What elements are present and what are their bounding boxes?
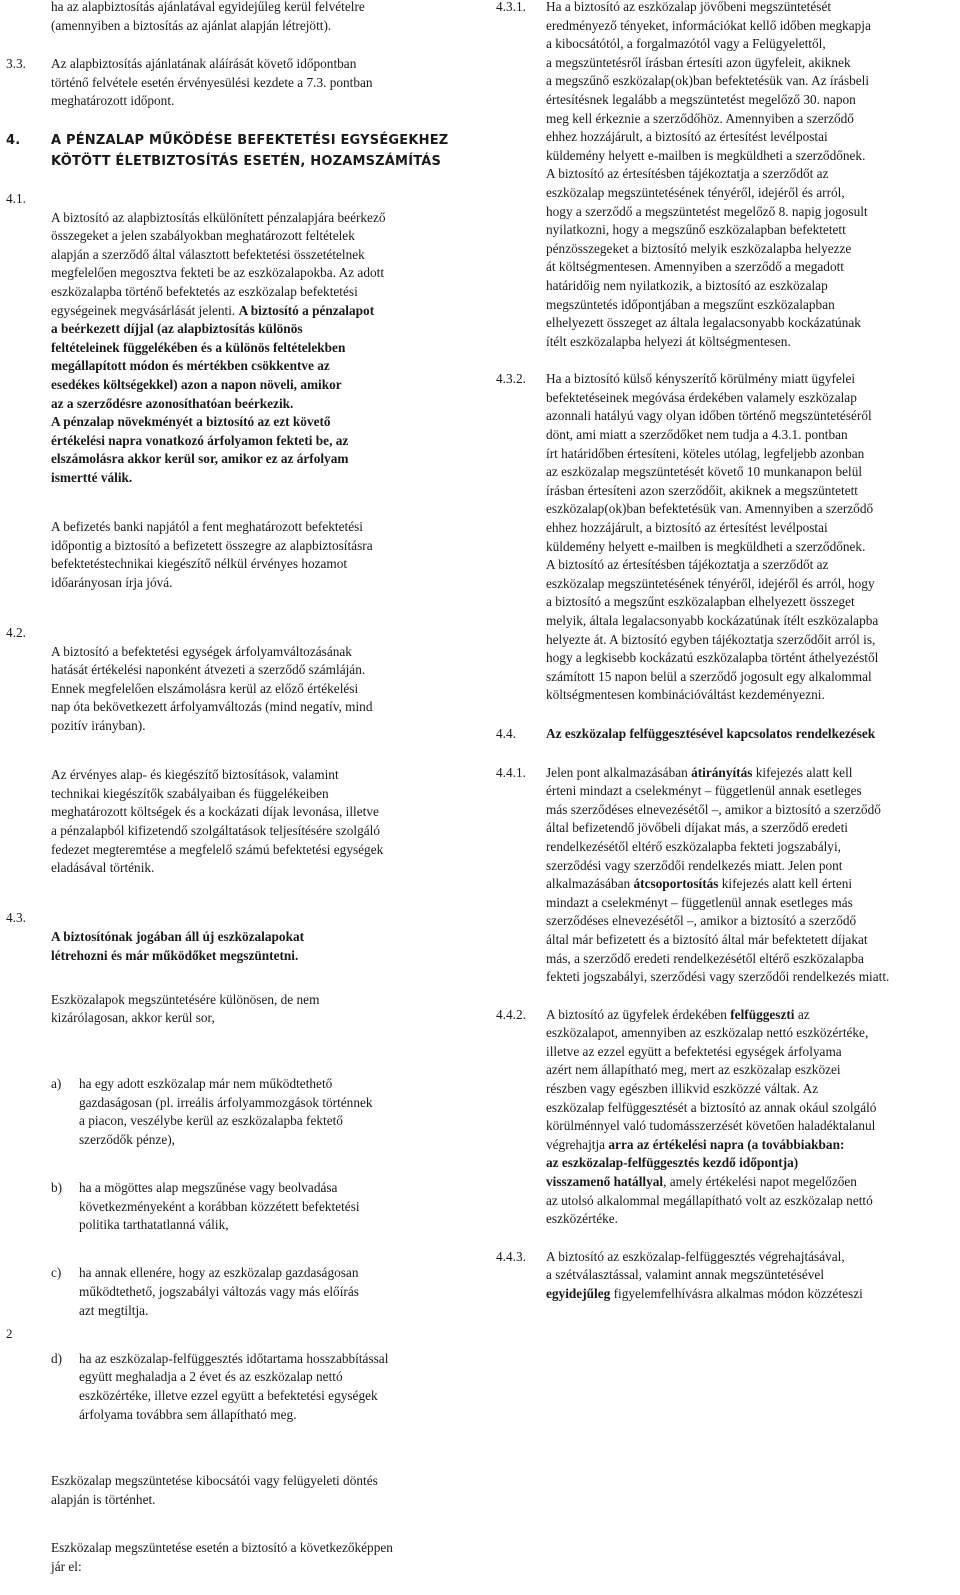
plain-text: A biztosító az eszközalap-felfüggesztés végrehajtásával, a szétválasztással, valamint annak megszüntetésével xyxy=(546,1248,845,1283)
section-text: Az alapbiztosítás ajánlatának aláírását követő időpontban történő felvétele esetén érvényesülési kezdete a 7.3. pontban meghatározott időpont. xyxy=(51,56,373,109)
paragraph xyxy=(51,209,468,488)
section-title: Az eszközalap felfüggesztésével kapcsolatos rendelkezések xyxy=(546,725,876,741)
left-column xyxy=(6,0,468,1595)
plain-text: kifejezés alatt kell érteni mindazt a cselekményt – függetlenül annak esetleges más szerződéses elnevezésétől –, amikor a biztosító a szerződő által már befizetett és a biztosító által már befektetett díjakat más, a szerződő eredeti rendelkezésétől eltérő eszközalapba fekteti jogszabályi, szerződési vagy szerződői rendelkezés miatt. xyxy=(546,876,890,985)
section-4-3-2 xyxy=(496,370,958,705)
section-3-3 xyxy=(6,55,468,111)
plain-text: az eszközalapot, amennyiben az eszközalap nettó eszközértéke, illetve az ezzel együtt a befektetési egységek árfolyama azért nem állapítható meg, mert az eszközalap eszközei részben vagy egészben illikvid eszközzé váltak. Az eszközalap felfüggesztését a biztosító az annak okául szolgáló körülménnyel való tudomásszerzését követően haladéktalanul végrehajtja xyxy=(546,1006,877,1152)
bold-text: A biztosítónak jogában áll új eszközalapokat létrehozni és már működőket megszüntetni. xyxy=(51,928,305,963)
plain-text: kifejezés alatt kell érteni mindazt a cselekményt – függetlenül annak esetleges más szerződéses elnevezésétől –, amikor a biztosító a szerződő által befizetendő jövőbeli díjakat más, a szerződő eredeti rendelkezésétől eltérő eszközalapba fekteti jogszabályi, szerződési vagy szerződői rendelkezés miatt. Jelen pont alkalmazásában xyxy=(546,764,881,892)
section-number: 4.3.1. xyxy=(496,0,526,14)
list-text: ha egy adott eszközalap már nem működtethető gazdaságosan (pl. irreális árfolyammozgások történnek a piacon, veszélybe kerül az eszközalapba fektető szerződők pénze), xyxy=(79,1076,373,1147)
section-4-4-2 xyxy=(496,1006,958,1229)
section-number: 4.2. xyxy=(6,625,26,641)
section-text: Ha a biztosító külső kényszerítő körülmény miatt ügyfelei befektetéseinek megóvása érdekében valamely eszközalap azonnali hatályú vagy olyan időben történő megszüntetéséről dönt, ami miatt a szerződőket nem tudja a 4.3.1. pontban írt határidőben értesíteni, köteles utólag, legfeljebb azonban az eszközalap megszüntetését követő 10 munkanapon belül írásban értesíteni azon szerződőit, akiknek a megszüntetett eszközalap(ok)ban befektetésük van. Amennyiben a szerződő ehhez hozzájárult, a biztosító az értesítést levélpostai küldemény helyett e-mailben is megküldheti a szerződőnek. A biztosító az értesítésben tájékoztatja a szerződőt az eszközalap megszüntetésének tényéről, idejéről és arról, hogy a biztosító a megszűnt eszközalapban elhelyezett összeget melyik, általa legalacsonyabb kockázatúnak ítélt eszközalapba helyezte át. A biztosító egyben tájékoztatja szerződőit arról is, hogy a legkisebb kockázatú eszközalapba történt áthelyezéstől számított 15 napon belül a szerződő jogosult egy alkalommal költségmentesen kombinációváltást kezdeményezni. xyxy=(546,371,879,703)
page-number: 2 xyxy=(6,1326,13,1341)
section-4-2 xyxy=(6,624,468,896)
paragraph-continuation: ha az alapbiztosítás ajánlatával egyidejűleg kerül felvételre (amennyiben a biztosítás az ajánlat alapján létrejött). xyxy=(51,0,365,33)
section-4-4 xyxy=(496,725,958,744)
bold-text: arra az értékelési napra (a továbbiakban: az eszközalap-felfüggesztés kezdő időpontja) visszamenő hatállyal xyxy=(546,1136,845,1190)
section-title: A PÉNZALAP MŰKÖDÉSE BEFEKTETÉSI EGYSÉGEKHEZ KÖTÖTT ÉLETBIZTOSÍTÁS ESETÉN, HOZAMSZÁMÍTÁS xyxy=(51,132,449,169)
paragraph: Eszközalap megszüntetése esetén a biztosító a következőképpen jár el: xyxy=(51,1540,393,1574)
bold-text: A biztosító a pénzalapot a beérkezett díjjal (az alapbiztosítás különös feltételeinek függelékében és a különös feltételekben megállapított módon és mértékben csökkentve az esedékes költségekkel) azon a napon növeli, amikor az a szerződésre azonosíthatóan beérkezik. A pénzalap növekményét a biztosító az ezt követő értékelési napra vonatkozó árfolyamon fekteti be, az elszámolásra akkor kerül sor, amikor ez az árfolyam ismertté válik. xyxy=(51,302,375,485)
plain-text: Jelen pont alkalmazásában xyxy=(546,764,692,780)
section-body xyxy=(51,909,468,1595)
list-label: c) xyxy=(51,1265,62,1281)
section-number: 4.3.2. xyxy=(496,371,526,387)
section-text xyxy=(546,1006,958,1229)
paragraph: Eszközalap megszüntetése kibocsátói vagy felügyeleti döntés alapján is történhet. xyxy=(51,1473,378,1507)
paragraph: Eszközalapok megszüntetésére különösen, de nem kizárólagosan, akkor kerül sor, xyxy=(51,991,320,1026)
section-number: 4.3. xyxy=(6,910,26,926)
plain-text: , amely értékelési napot megelőzően az utolsó alkalommal megállapítható volt az eszközalap nettó eszközértéke. xyxy=(546,1174,873,1227)
plain-text: A biztosító az ügyfelek érdekében xyxy=(546,1006,731,1022)
section-number: 4.4.1. xyxy=(496,764,526,780)
section-number: 3.3. xyxy=(6,56,26,72)
section-text: Ha a biztosító az eszközalap jövőbeni megszüntetését eredményező tényeket, információkat kellő időben megkapja a kibocsátótól, a forgalmazótól vagy a Felügyelettől, a megszüntetésről írásban értesíti azon ügyfeleit, akiknek a megszűnő eszközalap(ok)ban befektetésük van. Az írásbeli értesítésnek legalább a megszüntetést megelőző 30. napon meg kell érkeznie a szerződőhöz. Amennyiben a szerződő ehhez hozzájárult, a biztosító az értesítést levélpostai küldemény helyett e-mailben is megküldheti a szerződőnek. A biztosító az értesítésben tájékoztatja a szerződőt az eszközalap megszüntetésének tényéről, idejéről és arról, hogy a szerződő a megszüntetést megelőző 8. napig jogosult nyilatkozni, hogy a megszűnő eszközalapban befektetett pénzösszegeket a biztosító melyik eszközalapba helyezze át költségmentesen. Amennyiben a szerződő a megadott határidőig nem nyilatkozik, a biztosító az eszközalap megszüntetés időpontjában a megszűnt eszközalapban elhelyezett összeget az általa legalacsonyabb kockázatúnak ítélt eszközalapba helyezi át költségmentesen. xyxy=(546,0,871,349)
section-text xyxy=(546,764,958,987)
term-atiranyitas: átirányítás xyxy=(691,764,753,780)
paragraph: A biztosító a befektetési egységek árfolyamváltozásának hatását értékelési naponként átvezeti a szerződő számláján. Ennek megfelelően elszámolásra kerül az előző értékelési nap óta bekövetkezett árfolyamváltozás (mind negatív, mind pozitív irányban). xyxy=(51,643,373,733)
section-4-3-1 xyxy=(496,0,958,351)
list-item xyxy=(51,1179,468,1235)
plain-text: figyelemfelhívásra alkalmas módon közzéteszi xyxy=(610,1286,863,1301)
list-item xyxy=(51,1350,468,1424)
section-number: 4.4.3. xyxy=(496,1248,526,1264)
paragraph: Az érvényes alap- és kiegészítő biztosítások, valamint technikai kiegészítők szabályaiban és függelékeiben meghatározott költségek és a kockázati díjak levonása, illetve a pénzalapból kifizetendő szolgáltatások teljesítésére szolgáló fedezet megteremtése a megfelelő számú befektetési egységek eladásával történik. xyxy=(51,767,384,876)
section-body xyxy=(51,190,468,611)
term-egyidejuleg: egyidejűleg xyxy=(546,1286,611,1301)
list-label: b) xyxy=(51,1180,63,1196)
section-number: 4. xyxy=(6,132,21,148)
paragraph-bold xyxy=(51,928,468,965)
list-text: ha annak ellenére, hogy az eszközalap gazdaságosan működtethető, jogszabályi változás vagy más előírás azt megtiltja. xyxy=(79,1265,359,1318)
list-label: d) xyxy=(51,1350,63,1366)
paragraph: A befizetés banki napjától a fent meghatározott befektetési időpontig a biztosító a befizetett összegre az alapbiztosításra befektetéstechnikai kiegészítő nélkül érvényes hozamot időarányosan írja jóvá. xyxy=(51,519,373,590)
section-number: 4.4. xyxy=(496,725,516,741)
list-text: ha a mögöttes alap megszűnése vagy beolvadása következményeként a korábban közzétett befektetési politika tarthatatlanná válik, xyxy=(79,1180,360,1233)
term-atcsoportositas: átcsoportosítás xyxy=(633,876,719,892)
plain-text: A biztosító az alapbiztosítás elkülönített pénzalapjára beérkező összegeket a jelen szabályokban meghatározott feltételek alapján a szerződő által választott befektetési összetételnek megfelelően megosztva fekteti be az eszközalapokba. Az adott eszközalapba történő befektetés az eszközalap befektetési egységeinek megvásárlását jelenti. xyxy=(51,209,386,318)
section-body xyxy=(51,624,468,896)
section-4-heading xyxy=(6,130,468,172)
right-column xyxy=(496,0,958,1304)
section-4-3 xyxy=(6,909,468,1595)
section-number: 4.4.2. xyxy=(496,1006,526,1022)
section-text xyxy=(546,1248,958,1304)
section-number: 4.1. xyxy=(6,190,26,206)
section-4-4-1 xyxy=(496,764,958,987)
list-label: a) xyxy=(51,1076,62,1092)
list-item xyxy=(51,1075,468,1149)
section-4-1 xyxy=(6,190,468,611)
list-item xyxy=(51,1264,468,1320)
list-text: ha az eszközalap-felfüggesztés időtartama hosszabbítással együtt meghaladja a 2 évet és az eszközalap nettó eszközértéke, illetve ezzel együtt a befektetési egységek árfolyama továbbra sem állapítható meg. xyxy=(79,1350,389,1422)
section-4-4-3 xyxy=(496,1248,958,1304)
term-felfuggeszti: felfüggeszti xyxy=(730,1006,795,1022)
